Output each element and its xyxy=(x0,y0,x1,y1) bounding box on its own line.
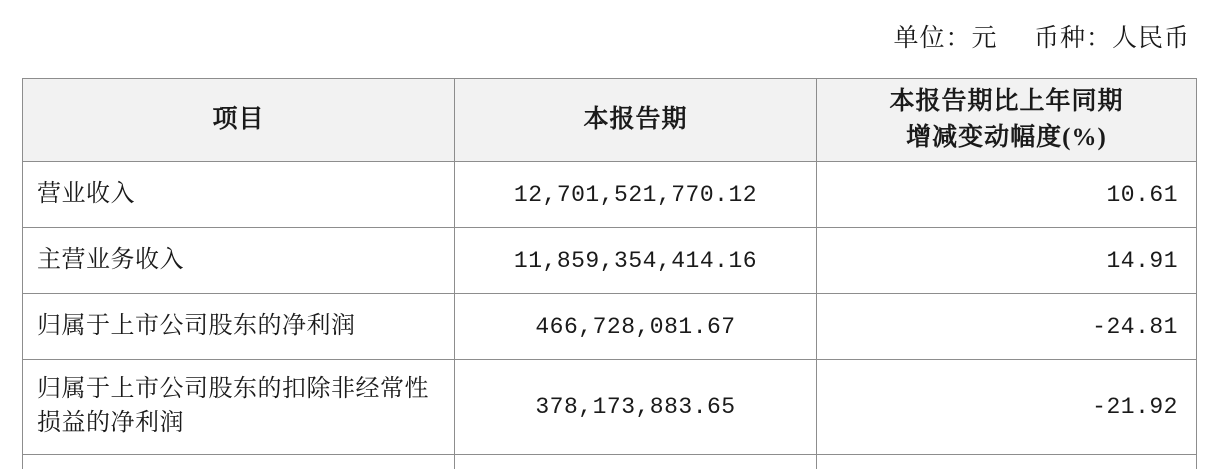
row-change-pct: -21.92 xyxy=(817,360,1197,455)
currency-label: 币种：人民币 xyxy=(1034,25,1190,52)
column-header-item: 项目 xyxy=(23,79,455,162)
row-change-pct: 14.91 xyxy=(817,228,1197,294)
column-header-change-pct-line1: 本报告期比上年同期 xyxy=(825,84,1188,120)
row-change-pct-clipped xyxy=(817,455,1197,469)
table-row-clipped xyxy=(23,455,1197,469)
row-current-period-clipped xyxy=(455,455,817,469)
row-label: 归属于上市公司股东的净利润 xyxy=(23,294,455,360)
table-row xyxy=(23,162,1197,228)
column-header-change-pct-line2: 增减变动幅度(%) xyxy=(825,120,1188,156)
table-row xyxy=(23,228,1197,294)
table-header-row xyxy=(23,79,1197,162)
table-row xyxy=(23,294,1197,360)
row-label: 营业收入 xyxy=(23,162,455,228)
row-label-clipped xyxy=(23,455,455,469)
unit-label: 单位：元 xyxy=(893,25,997,52)
unit-currency-note xyxy=(893,18,1190,54)
row-change-pct: 10.61 xyxy=(817,162,1197,228)
row-label: 主营业务收入 xyxy=(23,228,455,294)
table-body xyxy=(23,162,1197,469)
row-current-period: 466,728,081.67 xyxy=(455,294,817,360)
row-current-period: 378,173,883.65 xyxy=(455,360,817,455)
financial-summary-table xyxy=(22,78,1197,469)
row-current-period: 11,859,354,414.16 xyxy=(455,228,817,294)
table-row xyxy=(23,360,1197,455)
row-label: 归属于上市公司股东的扣除非经常性损益的净利润 xyxy=(23,360,455,455)
row-current-period: 12,701,521,770.12 xyxy=(455,162,817,228)
table-header xyxy=(23,79,1197,162)
column-header-change-pct xyxy=(817,79,1197,162)
row-change-pct: -24.81 xyxy=(817,294,1197,360)
column-header-current-period: 本报告期 xyxy=(455,79,817,162)
